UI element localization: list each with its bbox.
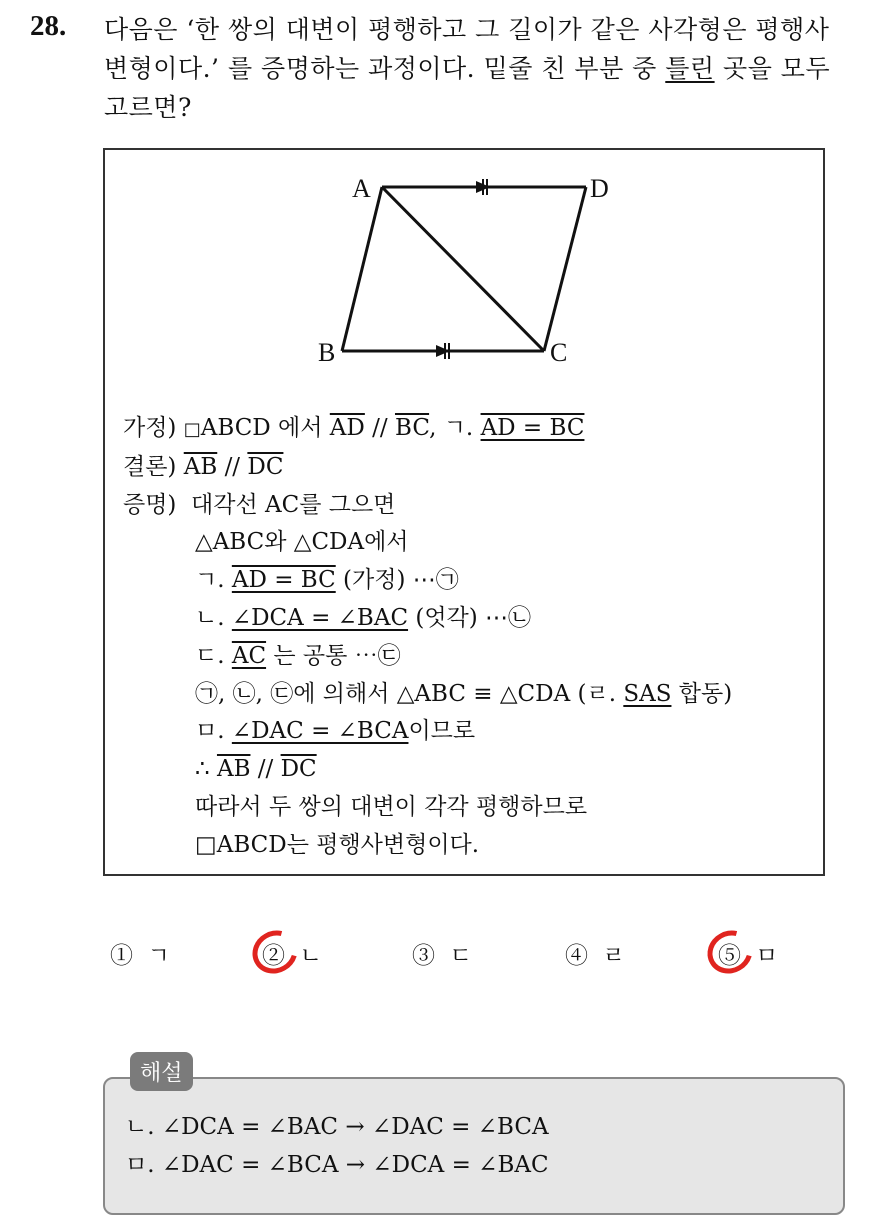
choice-4-num: ④	[565, 943, 588, 969]
solution-line-2: ㅁ. ∠DAC = ∠BCA → ∠DCA = ∠BAC	[125, 1152, 549, 1178]
quad-symbol: □	[183, 419, 201, 440]
choice-5-num: ⑤	[718, 943, 741, 969]
selected-mark-2	[245, 922, 306, 981]
vertex-a-label: A	[352, 174, 371, 203]
step-1-mark: ㄱ.	[195, 567, 225, 594]
choice-1[interactable]	[110, 937, 170, 970]
vertex-b-label: B	[318, 338, 336, 367]
step-3-ac: AC	[231, 642, 267, 669]
step-5-mark: ㅁ.	[195, 718, 225, 745]
choice-2-label: ㄴ	[299, 943, 322, 969]
step-2-eq: ∠DCA = ∠BAC	[231, 604, 409, 631]
step-4-sas: SAS	[623, 680, 672, 707]
question-line-2-b: 곳을 모두	[714, 54, 831, 83]
solution-line-1: ㄴ. ∠DCA = ∠BAC → ∠DAC = ∠BCA	[125, 1114, 549, 1140]
choice-1-label: ㄱ	[147, 943, 170, 969]
triangle-line: △ABC와 △CDA에서	[195, 529, 409, 556]
segment-ab-text: $\overline{AB}$	[183, 453, 218, 480]
question-line-1: 다음은 ‘한 쌍의 대변이 평행하고 그 길이가 같은 사각형은 평행사	[104, 15, 830, 44]
question-line-3: 고르면?	[104, 93, 192, 122]
step-4-pre: ㉠, ㉡, ㉢에 의해서 △ABC ≡ △CDA (ㄹ.	[195, 680, 624, 707]
assumption-equality: AD = BC	[480, 415, 585, 441]
quad-name: ABCD	[200, 415, 271, 441]
therefore-dc: $\overline{DC}$	[280, 756, 317, 783]
proof-text	[123, 410, 732, 865]
choice-4[interactable]	[565, 937, 625, 970]
final-line: □ABCD는 평행사변형이다.	[195, 831, 480, 858]
vertex-d-label: D	[590, 174, 609, 203]
step-2-note: (엇각) ⋯㉡	[415, 604, 532, 631]
parallel-symbol: //	[257, 756, 274, 783]
proof-intro-line	[123, 487, 732, 525]
choice-2-num: ②	[262, 943, 285, 969]
step-2	[123, 600, 732, 638]
choice-3[interactable]	[412, 937, 472, 970]
choice-3-label: ㄷ	[449, 943, 472, 969]
question-line-2	[104, 49, 864, 88]
vertex-c-label: C	[550, 338, 568, 367]
segment-ba	[342, 187, 382, 351]
proof-intro: 대각선 AC를 그으면	[191, 491, 396, 518]
segment-bc-text: $\overline{BC}$	[394, 415, 430, 441]
therefore-symbol: ∴	[195, 756, 210, 783]
mark-g: ㄱ.	[443, 415, 474, 441]
eseo-word: 에서	[278, 415, 323, 441]
proof-label: 증명)	[123, 491, 177, 518]
step-4-post: 합동)	[671, 680, 733, 707]
step-1-eq: AD = BC	[231, 567, 336, 594]
selected-mark-5	[700, 922, 761, 981]
step-3-note: 는 공통 ⋯㉢	[273, 642, 401, 669]
parallel-symbol: //	[372, 415, 388, 441]
step-3	[123, 638, 732, 676]
parallel-symbol: //	[224, 453, 241, 480]
step-2-mark: ㄴ.	[195, 604, 225, 631]
segment-ad-text: $\overline{AD}$	[329, 415, 365, 441]
answer-choices	[0, 937, 884, 977]
follow-line: 따라서 두 쌍의 대변이 각각 평행하므로	[195, 793, 588, 820]
segment-dc	[544, 187, 586, 351]
arrow-bc	[436, 345, 450, 357]
therefore-ab: $\overline{AB}$	[216, 756, 251, 783]
choice-5-label: ㅁ	[755, 943, 778, 969]
parallelogram-figure	[300, 155, 630, 375]
choice-3-num: ③	[412, 943, 435, 969]
assumption-line	[123, 410, 732, 449]
therefore-line	[123, 751, 732, 789]
step-1-note: (가정) ⋯㉠	[343, 567, 459, 594]
step-1	[123, 562, 732, 600]
question-line-2-a: 변형이다.’ 를 증명하는 과정이다. 밑줄 친 부분 중	[104, 54, 666, 83]
segment-dc-text: $\overline{DC}$	[247, 453, 284, 480]
comma: ,	[429, 415, 437, 441]
diagonal-ac	[382, 187, 544, 351]
step-5	[123, 713, 732, 751]
question-number: 28.	[30, 10, 67, 42]
step-5-eq: ∠DAC = ∠BCA	[231, 718, 409, 745]
solution-text	[125, 1108, 549, 1184]
conclusion-label: 결론)	[123, 453, 177, 480]
conclusion-line	[123, 449, 732, 487]
underlined-word: 틀린	[665, 54, 715, 83]
step-5-post: 이므로	[408, 718, 476, 745]
choice-1-num: ①	[110, 943, 133, 969]
step-4	[123, 676, 732, 714]
assumption-label: 가정)	[123, 415, 177, 441]
choice-4-label: ㄹ	[602, 943, 625, 969]
question-text	[104, 10, 864, 127]
solution-tag: 해설	[130, 1052, 193, 1091]
step-3-mark: ㄷ.	[195, 642, 225, 669]
